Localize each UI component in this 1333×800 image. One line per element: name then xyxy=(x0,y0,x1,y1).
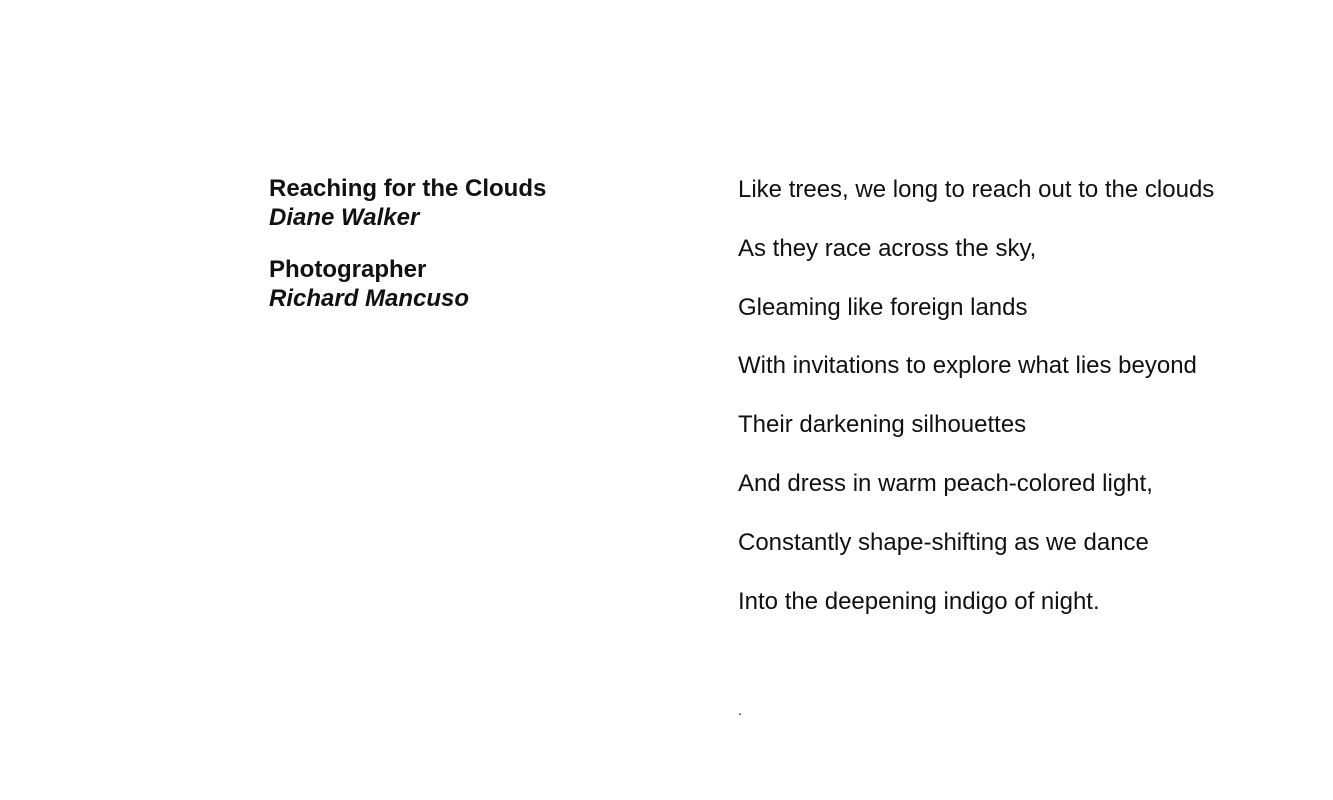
poem-author: Diane Walker xyxy=(269,204,420,231)
poem-line: As they race across the sky, xyxy=(738,234,1037,262)
poem-text xyxy=(738,175,1318,645)
poem-title: Reaching for the Clouds xyxy=(269,175,547,202)
photographer-label: Photographer xyxy=(269,256,427,283)
poem-credit xyxy=(269,174,649,232)
credits-panel xyxy=(269,174,649,313)
photographer-name: Richard Mancuso xyxy=(269,285,470,312)
poem-line: Their darkening silhouettes xyxy=(738,411,1027,439)
poem-line: Constantly shape-shifting as we dance xyxy=(738,528,1149,556)
poem-line: Into the deepening indigo of night. xyxy=(738,587,1100,615)
poem-line: With invitations to explore what lies beyond xyxy=(738,352,1197,380)
trailing-dot: . xyxy=(738,702,742,718)
poem-line: Like trees, we long to reach out to the clouds xyxy=(738,176,1215,203)
photographer-credit xyxy=(269,255,649,313)
poem-line: And dress in warm peach-colored light, xyxy=(738,469,1153,497)
poem-line: Gleaming like foreign lands xyxy=(738,293,1028,321)
